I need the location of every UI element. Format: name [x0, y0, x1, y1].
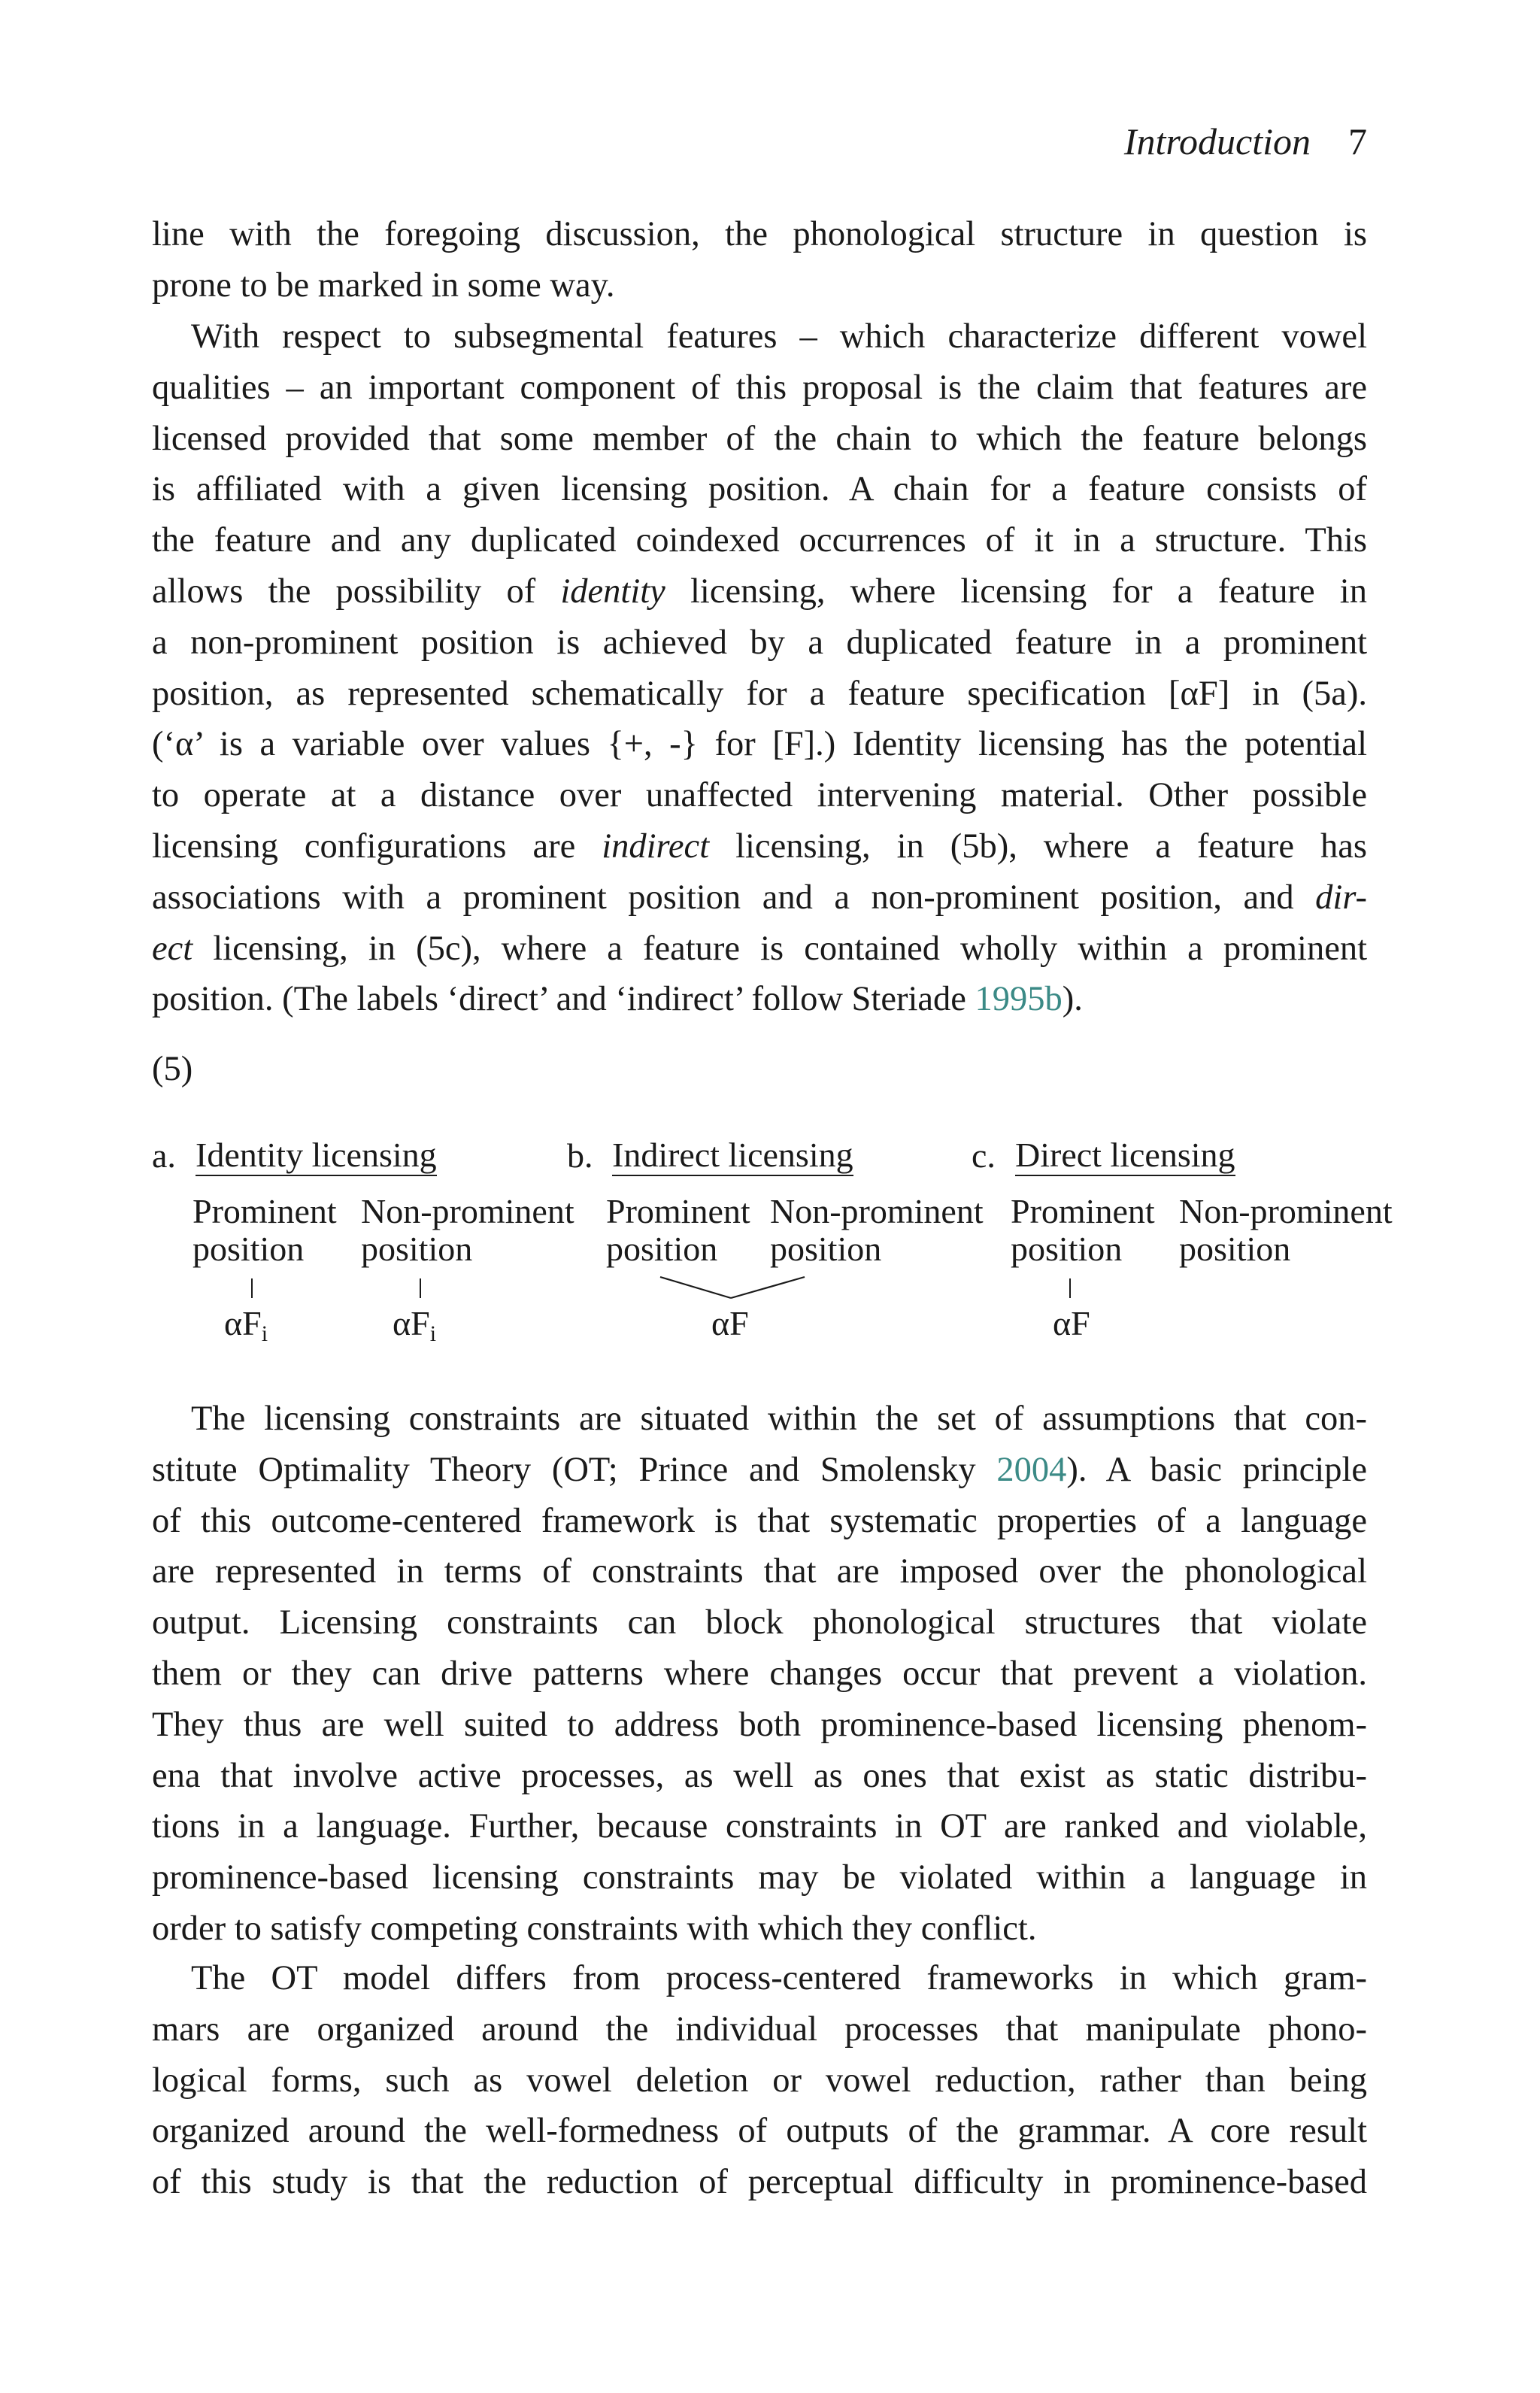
label-line: position — [606, 1230, 718, 1268]
non-prominent-position-label — [1179, 1193, 1393, 1268]
direct-licensing-title: Direct licensing — [1015, 1137, 1235, 1176]
label-line: position — [1179, 1230, 1291, 1268]
emphasis-direct: dir- — [1315, 878, 1367, 917]
text-run: allows the possibility of — [152, 572, 536, 611]
text-run: associations with a prominent position and a non-prominent position, and — [152, 878, 1294, 917]
emphasis-indirect: indirect — [602, 826, 710, 866]
prominent-position-label — [606, 1193, 750, 1268]
example-number: (5) — [152, 1050, 193, 1088]
feature-index: i — [261, 1321, 268, 1346]
text-line — [152, 924, 1367, 975]
text-run: licensing, in (5b), where a feature has — [735, 826, 1368, 866]
text-line: logical forms, such as vowel deletion or vowel reduction, rather than being — [152, 2061, 1367, 2100]
text-line: licensed provided that some member of the chain to which the feature belongs — [152, 419, 1367, 458]
feature-alpha-f-i — [393, 1305, 436, 1353]
text-line: organized around the well-formedness of outputs of the grammar. A core result — [152, 2112, 1367, 2151]
text-line: the feature and any duplicated coindexed occurrences of it in a structure. This — [152, 521, 1367, 560]
text-line: a non-prominent position is achieved by a duplicated feature in a prominent — [152, 623, 1367, 662]
text-line: mars are organized around the individual processes that manipulate phono- — [152, 2009, 1367, 2049]
citation-link-1995b[interactable]: 1995b — [975, 980, 1063, 1019]
text-line: them or they can drive patterns where changes occur that prevent a violation. — [152, 1654, 1367, 1693]
text-line: order to satisfy competing constraints with which they conflict. — [152, 1909, 1037, 1948]
label-line: position — [361, 1230, 473, 1268]
text-line — [152, 872, 1367, 924]
text-line: position, as represented schematically for a feature specification [αF] in (5a). — [152, 674, 1367, 713]
non-prominent-position-label — [770, 1193, 984, 1268]
text-line: They thus are well suited to address both prominence-based licensing phenom- — [152, 1705, 1367, 1744]
label-line: Prominent — [1011, 1192, 1155, 1230]
text-run: ). — [1062, 980, 1083, 1019]
text-line: The licensing constraints are situated within the set of assumptions that con- — [191, 1400, 1367, 1438]
label-line: position — [1011, 1230, 1123, 1268]
label-line: position — [770, 1230, 882, 1268]
text-line: With respect to subsegmental features – which characterize different vowel — [191, 317, 1367, 356]
feature-index: i — [429, 1321, 437, 1346]
paragraph-1 — [152, 209, 1367, 311]
text-run: ). A basic principle — [1066, 1450, 1368, 1489]
paragraph-4 — [152, 1953, 1367, 2208]
paragraph-2 — [152, 311, 1367, 1025]
citation-link-2004[interactable]: 2004 — [996, 1450, 1067, 1489]
label-line: Non-prominent — [361, 1192, 574, 1230]
text-run: stitute Optimality Theory (OT; Prince and Smolensky — [152, 1450, 976, 1489]
label-line: position — [192, 1230, 305, 1268]
text-line: of this study is that the reduction of perceptual difficulty in prominence-based — [152, 2163, 1367, 2202]
text-line: to operate at a distance over unaffected intervening material. Other possible — [152, 776, 1367, 815]
text-line — [152, 566, 1367, 617]
non-prominent-position-label — [361, 1193, 574, 1268]
running-head-title: Introduction — [1123, 120, 1311, 162]
text-line: line with the foregoing discussion, the phonological structure in question is — [152, 215, 1367, 253]
label-line: Non-prominent — [770, 1192, 984, 1230]
text-run: licensing configurations are — [152, 826, 576, 866]
emphasis-direct: ect — [152, 929, 193, 968]
text-line: is affiliated with a given licensing position. A chain for a feature consists of — [152, 470, 1367, 509]
prominent-position-label — [192, 1193, 337, 1268]
text-line: output. Licensing constraints can block phonological structures that violate — [152, 1603, 1367, 1642]
text-run: licensing, where licensing for a feature in — [690, 572, 1367, 611]
feature-alpha-f: αF — [1053, 1304, 1090, 1342]
label-line: Non-prominent — [1179, 1192, 1393, 1230]
example-letter-a: a. — [152, 1136, 176, 1175]
feature-text: αF — [393, 1304, 430, 1342]
text-line — [152, 821, 1367, 872]
indirect-licensing-title: Indirect licensing — [612, 1137, 853, 1176]
label-line: Prominent — [192, 1192, 337, 1230]
feature-alpha-f: αF — [711, 1304, 749, 1342]
page-number: 7 — [1348, 120, 1367, 162]
association-lines-fork — [654, 1272, 812, 1303]
emphasis-identity: identity — [560, 572, 665, 611]
text-line: ena that involve active processes, as well as ones that exist as static distribu- — [152, 1756, 1367, 1795]
text-run: position. (The labels ‘direct’ and ‘indirect’ follow Steriade — [152, 980, 966, 1019]
text-line: of this outcome-centered framework is that systematic properties of a language — [152, 1501, 1367, 1540]
text-line: (‘α’ is a variable over values {+, -} for [F].) Identity licensing has the potential — [152, 725, 1367, 764]
example-letter-b: b. — [567, 1136, 593, 1175]
text-line: are represented in terms of constraints that are imposed over the phonological — [152, 1552, 1367, 1591]
text-line — [152, 1445, 1367, 1496]
label-line: Prominent — [606, 1192, 750, 1230]
feature-alpha-f-i — [224, 1305, 268, 1353]
text-line: prone to be marked in some way. — [152, 265, 615, 305]
association-line — [1069, 1278, 1071, 1298]
association-line — [420, 1278, 421, 1298]
paragraph-3 — [152, 1394, 1367, 1955]
text-line: tions in a language. Further, because constraints in OT are ranked and violable, — [152, 1807, 1367, 1846]
identity-licensing-title: Identity licensing — [196, 1137, 437, 1176]
text-line — [152, 974, 1367, 1025]
prominent-position-label — [1011, 1193, 1155, 1268]
example-letter-c: c. — [972, 1136, 996, 1175]
feature-text: αF — [224, 1304, 262, 1342]
association-line — [251, 1278, 253, 1298]
text-line: qualities – an important component of this proposal is the claim that features are — [152, 368, 1367, 407]
text-run: licensing, in (5c), where a feature is contained wholly within a prominent — [213, 929, 1368, 968]
running-header — [1124, 119, 1367, 164]
text-line: The OT model differs from process-centered frameworks in which gram- — [191, 1959, 1367, 1997]
text-line: prominence-based licensing constraints may be violated within a language in — [152, 1858, 1367, 1897]
